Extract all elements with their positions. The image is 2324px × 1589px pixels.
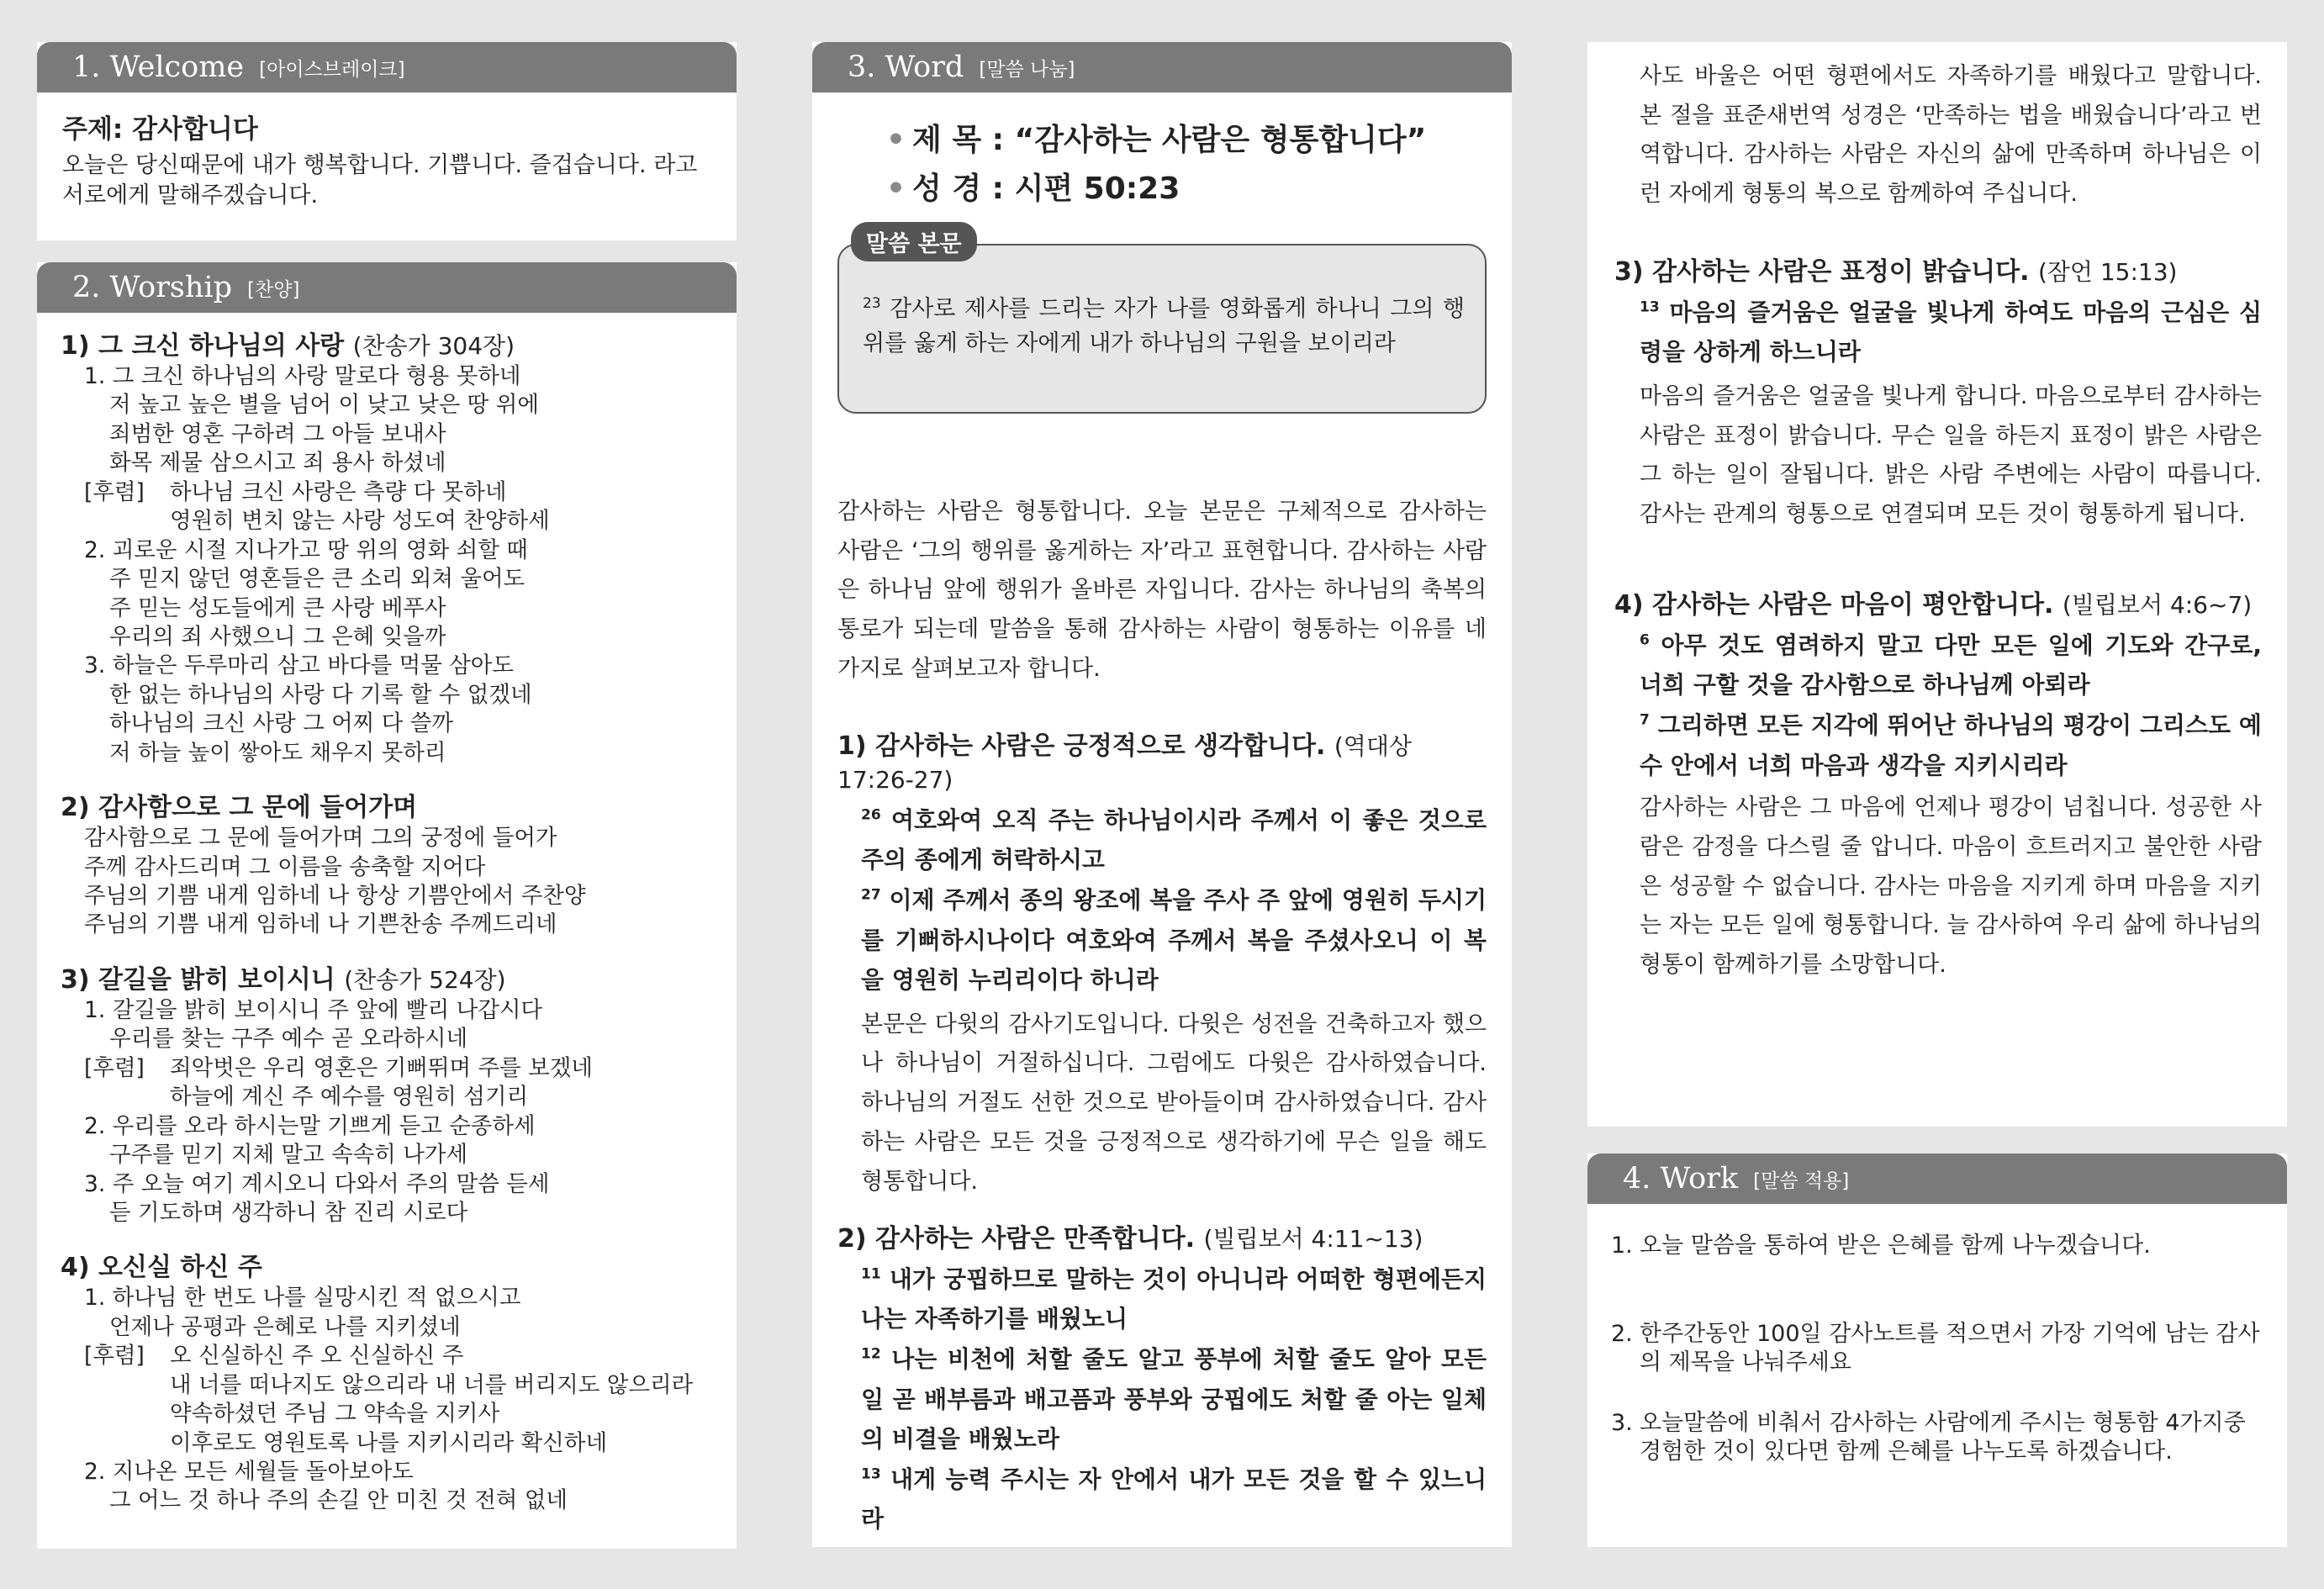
passage-verse-number: 23 <box>863 295 881 312</box>
point-heading: 2) 감사하는 사람은 만족합니다. <box>837 1224 1196 1254</box>
verse-number: 12 <box>861 1345 881 1363</box>
lyric-line: 언제나 공평과 은혜로 나를 지키셨네 <box>109 1313 461 1340</box>
work-item-text: 오늘 말씀을 통하여 받은 은혜를 함께 나누겠습니다. <box>1640 1233 2151 1259</box>
point-body: 본문은 다윗의 감사기도입니다. 다윗은 성전을 건축하고자 했으나 하나님이 거절하십니다. 그럼에도 다윗은 감사하였습니다. 하나님의 거절도 선한 것으로 받아들이며 감사하였습니다. 감사하는 사람은 모든 것을 긍정적으로 생각하기에 무슨 일을 해도 형통합니다. <box>861 1011 1487 1195</box>
lyric-line: 감사함으로 그 문에 들어가며 그의 궁정에 들어가 <box>84 825 557 852</box>
chorus-line <box>61 478 733 507</box>
song-list <box>61 314 733 1516</box>
lyric-line: 하나님의 크신 사랑 그 어찌 다 쓸까 <box>109 710 453 737</box>
worship-panel <box>37 262 737 1549</box>
lyric-text: 죄악벗은 우리 영혼은 기뻐뛰며 주를 보겠네 <box>170 1054 593 1081</box>
verse-number: 27 <box>861 886 881 904</box>
song-ref: (찬송가 524장) <box>344 965 506 994</box>
work-item-number: 2. <box>1611 1321 1633 1347</box>
lyric-line: 저 높고 높은 별을 넘어 이 낮고 낮은 땅 위에 <box>109 392 539 419</box>
lyric-line: 구주를 믿기 지체 말고 속속히 나가세 <box>109 1142 468 1169</box>
welcome-title: 1. Welcome <box>72 50 245 84</box>
verse-text: 여호와여 오직 주는 하나님이시라 주께서 이 좋은 것으로 주의 종에게 허락하시고 <box>861 805 1487 874</box>
point-body: 감사하는 사람은 그 마음에 언제나 평강이 넘칩니다. 성공한 사람은 감정을 다스릴 줄 압니다. 마음이 흐트러지고 불안한 사람은 성공할 수 없습니다. 감사는 마음을 지키게 하며 마음을 지키는 자는 모든 일에 형통합니다. 늘 감사하여 우리 삶에 하나님의 형통이 함께하기를 소망합니다. <box>1640 794 2262 979</box>
lyric-line: 1. 그 크신 하나님의 사랑 말로다 형용 못하네 <box>84 363 521 389</box>
worship-subtitle: [찬양] <box>247 278 300 301</box>
point-ref: (잠언 15:13) <box>2037 258 2178 286</box>
welcome-topic: 주제: 감사합니다 <box>62 114 258 145</box>
song-title <box>61 1251 733 1284</box>
song-ref: (찬송가 304장) <box>352 332 515 360</box>
lyric-line: 내 너를 떠나지도 않으리라 내 너를 버리지도 않으리라 <box>170 1371 694 1398</box>
verse-text: 아무 것도 염려하지 말고 다만 모든 일에 기도와 간구로, 너희 구할 것을 감사함으로 하나님께 아뢰라 <box>1640 631 2262 699</box>
work-panel <box>1587 1153 2287 1547</box>
work-header <box>1587 1153 2287 1204</box>
chorus-line <box>61 1342 733 1370</box>
verse-text: 내게 능력 주시는 자 안에서 내가 모든 것을 할 수 있느니라 <box>861 1465 1487 1534</box>
work-item <box>1611 1320 2267 1377</box>
lyric-line: 저 하늘 높이 쌓아도 채우지 못하리 <box>109 739 446 766</box>
lyric-line: 우리의 죄 사했으니 그 은혜 잊을까 <box>109 623 446 650</box>
word-continued-panel <box>1587 42 2287 1127</box>
chorus-label: [후렴] <box>84 478 145 505</box>
lyric-line: 영원히 변치 않는 사랑 성도여 찬양하세 <box>170 508 550 535</box>
lyric-line: 2. 지나온 모든 세월들 돌아보아도 <box>84 1459 414 1485</box>
song-title-text: 1) 그 크신 하나님의 사랑 <box>61 331 345 361</box>
point-2 <box>837 1222 1487 1539</box>
lyric-line: 한 없는 하나님의 사랑 다 기록 할 수 없겠네 <box>109 681 532 708</box>
lyric-text: 오 신실하신 주 오 신실하신 주 <box>170 1343 464 1370</box>
lyric-line: 주 믿는 성도들에게 큰 사랑 베푸사 <box>109 594 446 621</box>
verse-text: 마음의 즐거움은 얼굴을 빛나게 하여도 마음의 근심은 심령을 상하게 하느니라 <box>1640 298 2263 367</box>
word-header <box>812 42 1512 92</box>
scripture-ref: 시편 50:23 <box>1014 172 1180 206</box>
welcome-header <box>37 42 737 92</box>
point-body: 사도 바울은 어떤 형편에서도 자족하기를 배웠다고 말합니다. 본 절을 표준새번역 성경은 ‘만족하는 법을 배웠습니다’라고 번역합니다. 감사하는 사람은 자신의 삶에 만족하며 하나님은 이런 자에게 형통의 복으로 함께하여 주십니다. <box>1640 63 2262 208</box>
lyric-line: 그 어느 것 하나 주의 손길 안 미친 것 전혀 없네 <box>109 1487 568 1514</box>
point-4 <box>1614 589 2262 985</box>
sermon-title-row: • 제 목 : “감사하는 사람은 형통합니다” <box>886 123 1427 157</box>
point-heading: 1) 감사하는 사람은 긍정적으로 생각합니다. <box>837 731 1326 761</box>
point-ref: (빌립보서 4:6~7) <box>2062 591 2253 619</box>
work-title: 4. Work <box>1623 1162 1739 1196</box>
lyric-line: 듣 기도하며 생각하니 참 진리 시로다 <box>109 1199 468 1226</box>
point-ref: (빌립보서 4:11~13) <box>1203 1225 1423 1253</box>
lyric-line: 3. 하늘은 두루마리 삼고 바다를 먹물 삼아도 <box>84 652 515 679</box>
song-title <box>61 963 733 996</box>
welcome-body-line: 오늘은 당신때문에 내가 행복합니다. 기쁩니다. 즐겁습니다. 라고 <box>62 152 698 179</box>
chorus-line <box>61 1054 733 1083</box>
lyric-line: 주께 감사드리며 그 이름을 송축할 지어다 <box>84 853 486 880</box>
word-panel <box>812 42 1512 1547</box>
work-item-text: 오늘말씀에 비춰서 감사하는 사람에게 주시는 형통함 4가지중 경험한 것이 있다면 함께 은혜를 나누도록 하겠습니다. <box>1640 1410 2246 1465</box>
welcome-panel <box>37 42 737 240</box>
point-body: 마음의 즐거움은 얼굴을 빛나게 합니다. 마음으로부터 감사하는 사람은 표정이 밝습니다. 무슨 일을 하든지 표정이 밝은 사람은 그 하는 일이 잘됩니다. 밝은 사람 주변에는 사람이 따릅니다. 감사는 관계의 형통으로 연결되며 모든 것이 형통하게 됩니다. <box>1640 383 2262 528</box>
lyric-text: 하나님 크신 사랑은 측량 다 못하네 <box>170 478 507 505</box>
song-title-text: 2) 감사함으로 그 문에 들어가며 <box>61 793 418 823</box>
welcome-subtitle: [아이스브레이크] <box>259 58 405 81</box>
lyric-line: 3. 주 오늘 여기 계시오니 다와서 주의 말씀 듣세 <box>84 1170 550 1197</box>
lyric-line: 하늘에 계신 주 예수를 영원히 섬기리 <box>170 1084 529 1111</box>
verse-number: 11 <box>861 1265 881 1283</box>
lyric-line: 화목 제물 삼으시고 죄 용사 하셨네 <box>109 450 446 477</box>
passage-text: 감사로 제사를 드리는 자가 나를 영화롭게 하나니 그의 행위를 옳게 하는 자에게 내가 하나님의 구원을 보이리라 <box>863 296 1465 356</box>
point-1 <box>837 730 1487 1201</box>
lyric-line: 우리를 찾는 구주 예수 곧 오라하시네 <box>109 1026 468 1053</box>
point-ref: (역대상 17:26-27) <box>837 732 1412 794</box>
lyric-line: 약속하셨던 주님 그 약속을 지키사 <box>170 1401 500 1428</box>
lyric-line: 1. 갈길을 밝히 보이시니 주 앞에 빨리 나갑시다 <box>84 996 543 1023</box>
verse-text: 나는 비천에 처할 줄도 알고 풍부에 처할 줄도 알아 모든 일 곧 배부름과 배고픔과 풍부와 궁핍에도 처할 줄 아는 일체의 비결을 배웠노라 <box>861 1345 1487 1454</box>
work-item-text: 한주간동안 100일 감사노트를 적으면서 가장 기억에 남는 감사의 제목을 나눠주세요 <box>1640 1321 2260 1375</box>
word-intro: 감사하는 사람은 형통합니다. 오늘 본문은 구체적으로 감사하는 사람은 ‘그의 행위를 옳게하는 자’라고 표현합니다. 감사하는 사람은 하나님 앞에 행위가 올바른 자입니다. 감사는 하나님의 축복의 통로가 되는데 말씀을 통해 감사하는 사람이 형통하는 이유를 네가지로 살펴보고자 합니다. <box>837 499 1487 682</box>
lyric-line: 1. 하나님 한 번도 나를 실망시킨 적 없으시고 <box>84 1285 521 1312</box>
work-item-number: 1. <box>1611 1233 1633 1259</box>
scripture-label: 성 경 : <box>912 172 1005 206</box>
verse-text: 내가 궁핍하므로 말하는 것이 아니니라 어떠한 형편에든지 나는 자족하기를 배웠노니 <box>861 1264 1487 1333</box>
chorus-label: [후렴] <box>84 1343 145 1370</box>
lyric-line: 이후로도 영원토록 나를 지키시리라 확신하네 <box>170 1429 608 1456</box>
passage-box <box>837 244 1487 414</box>
verse-number: 6 <box>1640 631 1650 649</box>
word-title: 3. Word <box>848 50 964 84</box>
work-item <box>1611 1231 2267 1261</box>
sermon-title: “감사하는 사람은 형통합니다” <box>1014 123 1427 157</box>
word-subtitle: [말씀 나눔] <box>979 58 1075 81</box>
lyric-line: 죄범한 영혼 구하려 그 아들 보내사 <box>109 420 446 447</box>
point-heading: 3) 감사하는 사람은 표정이 밝습니다. <box>1614 257 2030 287</box>
verse-text: 이제 주께서 종의 왕조에 복을 주사 주 앞에 영원히 두시기를 기뻐하시나이다 여호와여 주께서 복을 주셨사오니 이 복을 영원히 누리리이다 하니라 <box>861 885 1487 995</box>
point-3 <box>1614 256 2262 535</box>
song-title-text: 4) 오신실 하신 주 <box>61 1253 262 1283</box>
song-title <box>61 330 733 362</box>
work-subtitle: [말씀 적용] <box>1753 1169 1850 1192</box>
verse-text: 그리하면 모든 지각에 뛰어난 하나님의 평강이 그리스도 예수 안에서 너희 마음과 생각을 지키시리라 <box>1640 711 2262 779</box>
verse-number: 13 <box>1640 298 1660 316</box>
worship-title: 2. Worship <box>72 271 233 304</box>
sermon-title-label: 제 목 : <box>912 123 1005 157</box>
song-title-text: 3) 갈길을 밝히 보이시니 <box>61 964 335 995</box>
verse-number: 7 <box>1640 711 1650 729</box>
worship-header <box>37 262 737 313</box>
song-title <box>61 791 733 824</box>
scripture-row: • 성 경 : 시편 50:23 <box>886 172 1180 206</box>
work-item-number: 3. <box>1611 1410 1633 1436</box>
chorus-label: [후렴] <box>84 1054 145 1081</box>
lyric-line: 주 믿지 않던 영혼들은 큰 소리 외쳐 울어도 <box>109 566 526 593</box>
lyric-line: 2. 괴로운 시절 지나가고 땅 위의 영화 쇠할 때 <box>84 536 528 563</box>
lyric-line: 2. 우리를 오라 하시는말 기쁘게 듣고 순종하세 <box>84 1112 536 1139</box>
welcome-body-line: 서로에게 말해주겠습니다. <box>62 182 319 209</box>
work-item <box>1611 1409 2267 1466</box>
passage-tag: 말씀 본문 <box>851 222 977 261</box>
verse-number: 26 <box>861 806 881 824</box>
point-heading: 4) 감사하는 사람은 마음이 평안합니다. <box>1614 590 2054 620</box>
verse-number: 13 <box>861 1465 881 1483</box>
lyric-line: 주님의 기쁨 내게 임하네 나 기쁜찬송 주께드리네 <box>84 911 557 938</box>
lyric-line: 주님의 기쁨 내게 임하네 나 항상 기쁨안에서 주찬양 <box>84 883 586 909</box>
